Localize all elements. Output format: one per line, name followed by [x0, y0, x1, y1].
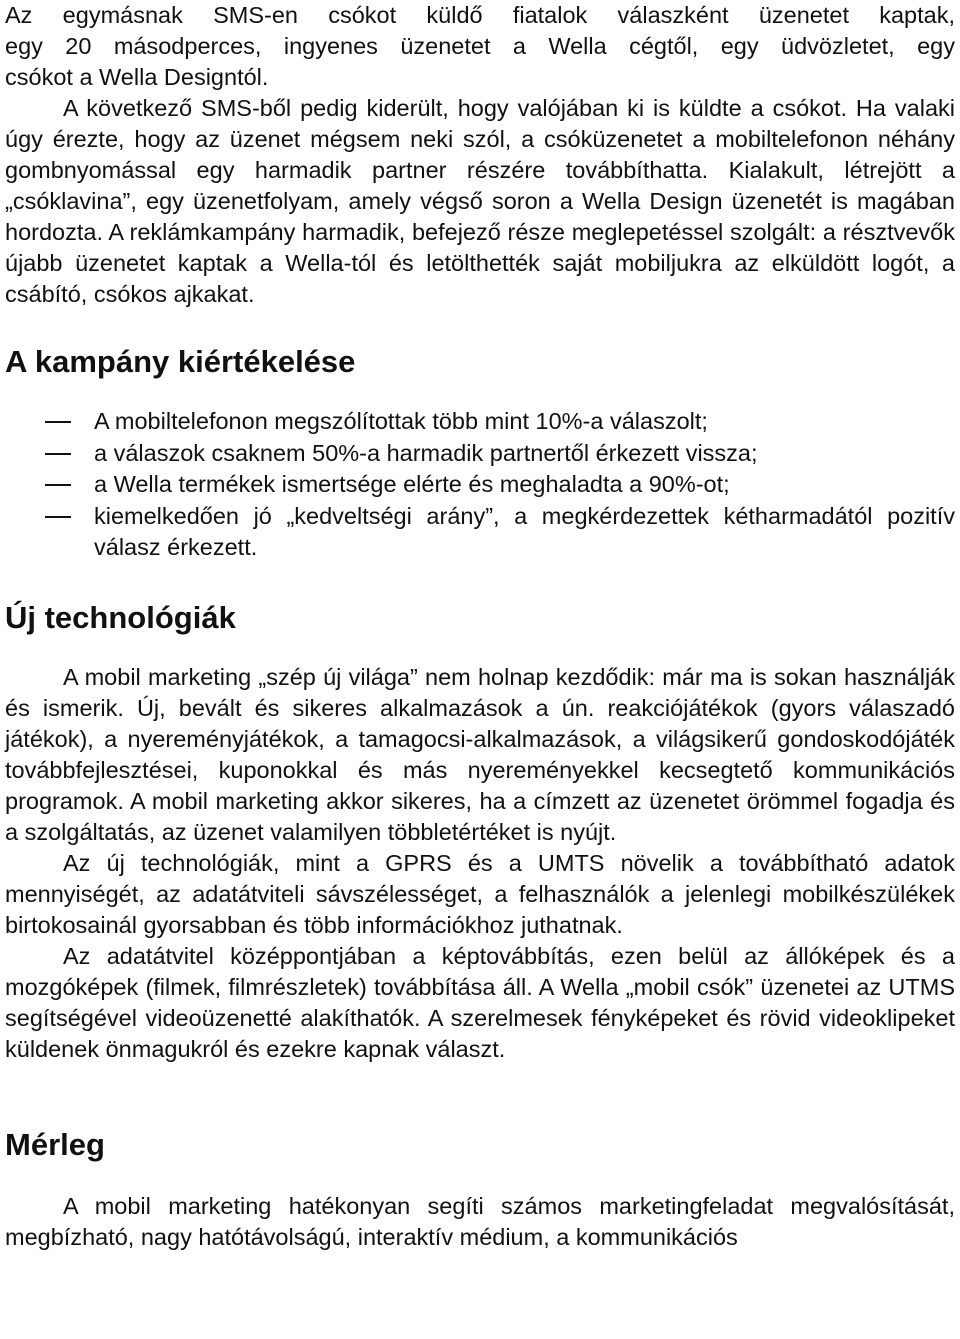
tech-paragraph: A mobil marketing „szép új világa” nem holnap kezdődik: már ma is sokan használják és ismerik. Új, bevált és sikeres alkalmazások a ún. reakciójátékok (gyors válaszadó játékok), a nyereményjátékok, a tamagocsi-alkalmazások, a világsikerű gondoskodójáték továbbfejlesztései, kuponokkal és más nyereményekkel kecsegtető kommunikációs programok. A mobil marketing akkor sikeres, ha a címzett az üzenetet örömmel fogadja és a szolgáltatás, az üzenet valamilyen többletértéket is nyújt. — [5, 663, 955, 845]
intro-line: egy 20 másodperces, ingyenes üzenetet a Wella cégtől, egy üdvözletet, egy — [5, 33, 955, 59]
list-item-text: A mobiltelefonon megszólítottak több mint 10%-a válaszolt; — [94, 408, 708, 434]
intro-lines — [5, 0, 955, 93]
heading-new-tech: Új technológiák — [5, 599, 236, 635]
heading-balance: Mérleg — [5, 1126, 105, 1162]
list-item — [5, 406, 955, 438]
tech-paragraph: Az adatátvitel középpontjában a képtovábbítás, ezen belül az állóképek és a mozgóképek (filmek, filmrészletek) továbbítása áll. A Wella „mobil csók” üzenetei az UTMS segítségével videoüzenetté alakíthatók. A szerelmesek fényképeket és rövid videoklipeket küldenek önmagukról és ezekre kapnak választ. — [5, 942, 955, 1062]
list-item-text: kiemelkedően jó „kedveltségi arány”, a megkérdezettek kétharmadától pozitív válasz érkezett. — [94, 502, 955, 560]
tech-paragraph: Az új technológiák, mint a GPRS és a UMTS növelik a továbbítható adatok mennyiségét, az adatátviteli sávszélességet, a felhasználók a jelenlegi mobilkészülékek birtokosainál gyorsabban és több információkhoz juthatnak. — [5, 849, 955, 938]
dash-bullet — [45, 484, 71, 486]
intro-paragraph: A következő SMS-ből pedig kiderült, hogy valójában ki is küldte a csókot. Ha valaki úgy érezte, hogy az üzenet mégsem neki szól, a csóküzenetet a mobiltelefonon néhány gombnyomással egy harmadik partner részére továbbíthatta. Kialakult, létrejött a „csóklavina”, egy üzenetfolyam, amely végső soron a Wella Design üzenetét is magában hordozta. A reklámkampány harmadik, befejező része meglepetéssel szolgált: a résztvevők újabb üzenetet kaptak a Wella-tól és letölthették saját mobiljukra az elküldött logót, a csábító, csókos ajkakat. — [5, 95, 955, 307]
document-page — [5, 0, 955, 1253]
intro-line: Az egymásnak SMS-en csókot küldő fiatalok válaszként üzenetet kaptak, — [5, 2, 955, 28]
list-item — [5, 501, 955, 564]
balance-paragraph: A mobil marketing hatékonyan segíti számos marketingfeladat megvalósítását, megbízható, nagy hatótávolságú, interaktív médium, a kommunikációs — [5, 1192, 955, 1250]
list-item — [5, 469, 955, 501]
list-item-text: a Wella termékek ismertsége elérte és meghaladta a 90%-ot; — [94, 471, 730, 497]
tech-body — [5, 662, 955, 1065]
dash-bullet — [45, 516, 71, 518]
evaluation-list — [5, 406, 955, 564]
list-item-text: a válaszok csaknem 50%-a harmadik partnertől érkezett vissza; — [94, 439, 758, 466]
dash-bullet — [45, 421, 71, 423]
list-item — [5, 438, 955, 470]
dash-bullet — [45, 453, 71, 455]
heading-evaluation: A kampány kiértékelése — [5, 344, 356, 379]
intro-line: csókot a Wella Designtól. — [5, 64, 269, 90]
